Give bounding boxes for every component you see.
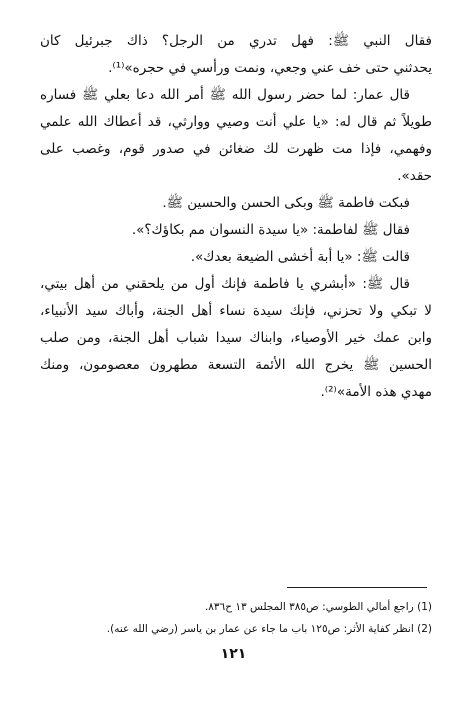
page-number: ١٢١ (220, 646, 247, 662)
text-line: فقال النبي ﷺ: فهل تدري من الرجل؟ ذاك جبرئيل كان (40, 33, 432, 49)
text-line: لا تبكي ولا تحزني، فإنك سيدة نساء أهل الجنة، وأباك سيد الأنبياء، (40, 303, 432, 319)
text-line: حقد». (397, 168, 432, 184)
text-line: قال ﷺ: «أبشري يا فاطمة فإنك أول من يلحقني من أهل بيتي، (40, 276, 410, 292)
text-line: وفهمي، فإذا مت ظهرت لك ضغائن في صدور قوم، وغصب على (40, 141, 432, 157)
text-line: الحسين ﷺ يخرج الله الأئمة التسعة مطهرون معصومون، ومنك (40, 357, 432, 373)
text-line: يحدثني حتى خف عني وجعي، ونمت ورأسي في حجره»⁽¹⁾. (108, 60, 432, 76)
footnote-1: (1) راجع أمالي الطوسي: ص٣٨٥ المجلس ١٣ ح٨٣٦. (204, 601, 432, 613)
main-text-block (40, 28, 432, 406)
text-line: مهدي هذه الأمة»⁽²⁾. (320, 384, 432, 400)
text-line: قال عمار: لما حضر رسول الله ﷺ أمر الله دعا بعلي ﷺ فساره (40, 87, 410, 103)
footnote-2: (2) انظر كفاية الأثر: ص١٢٥ باب ما جاء عن عمار بن ياسر (رضي الله عنه). (106, 623, 432, 635)
text-line: وابن عمك خير الأوصياء، وابناك سيدا شباب أهل الجنة، ومن صلب (40, 330, 432, 346)
footnotes (40, 596, 432, 640)
text-line: فبكت فاطمة ﷺ وبكى الحسن والحسين ﷺ. (162, 195, 410, 211)
text-line: فقال ﷺ لفاطمة: «يا سيدة النسوان مم بكاؤك؟». (131, 222, 410, 238)
text-line: قالت ﷺ: «يا أبة أخشى الضيعة بعدك». (190, 249, 410, 265)
text-line: طويلاً ثم قال له: «يا علي أنت وصيي ووارثي، قد أعطاك الله علمي (40, 114, 432, 130)
footnote-divider (287, 587, 427, 588)
